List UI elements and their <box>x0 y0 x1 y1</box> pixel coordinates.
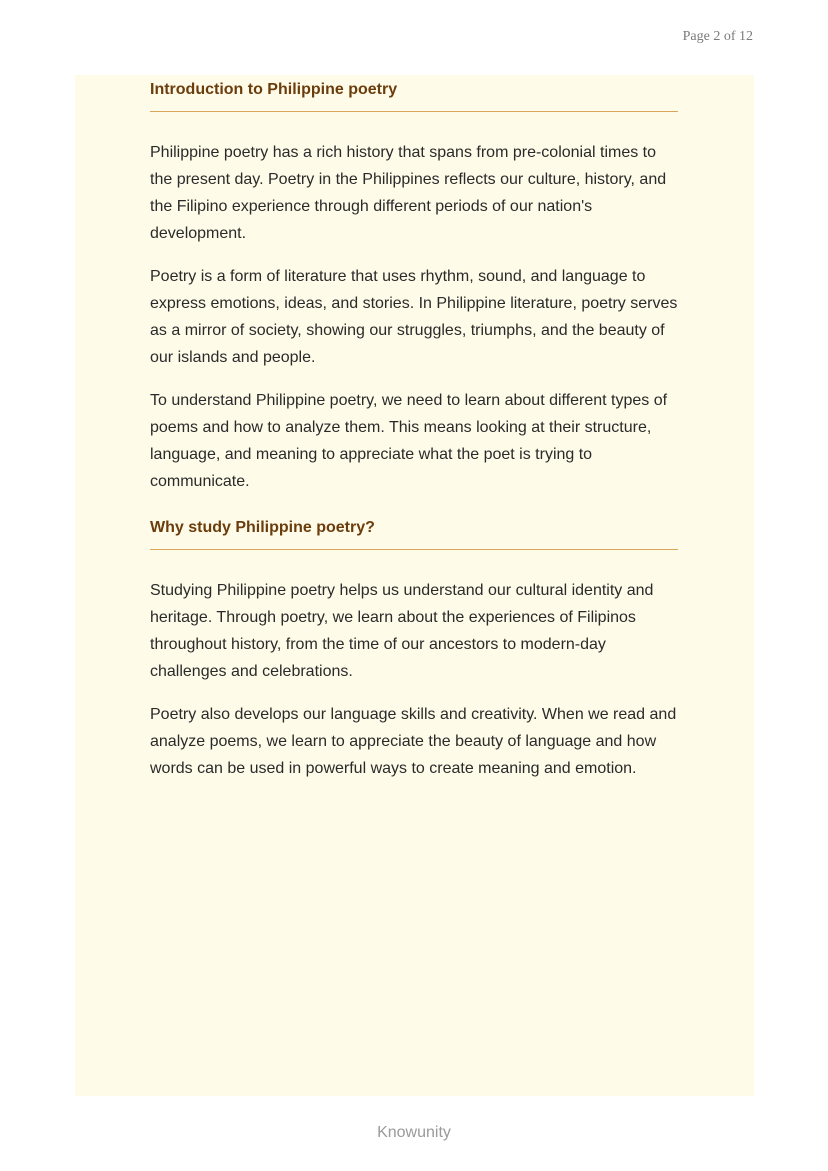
paragraph: Poetry is a form of literature that uses rhythm, sound, and language to express emotions, ideas, and stories. In Philippine literature, poetry serves as a mirror of society, showing our struggles, triumphs, and the beauty of our islands and people. <box>150 268 678 366</box>
paragraph: Studying Philippine poetry helps us understand our cultural identity and heritage. Through poetry, we learn about the experiences of Filipinos throughout history, from the time of our ancestors to modern-day challenges and celebrations. <box>150 582 654 680</box>
content-panel <box>75 75 754 1096</box>
section-why-study <box>150 518 678 782</box>
page-number: Page 2 of 12 <box>682 29 753 44</box>
section-introduction <box>150 80 678 495</box>
paragraph: Poetry also develops our language skills and creativity. When we read and analyze poems, we learn to appreciate the beauty of language and how words can be used in powerful ways to create meaning and emotion. <box>150 706 677 777</box>
section-heading: Introduction to Philippine poetry <box>150 80 678 112</box>
footer-brand: Knowunity <box>377 1124 451 1141</box>
paragraph: To understand Philippine poetry, we need to learn about different types of poems and how to analyze them. This means looking at their structure, language, and meaning to appreciate what the poet is trying to communicate. <box>150 392 668 490</box>
content-body <box>150 80 678 782</box>
section-heading: Why study Philippine poetry? <box>150 518 678 550</box>
paragraph: Philippine poetry has a rich history that spans from pre-colonial times to the present day. Poetry in the Philippines reflects our culture, history, and the Filipino experience through different periods of our nation's development. <box>150 144 667 242</box>
